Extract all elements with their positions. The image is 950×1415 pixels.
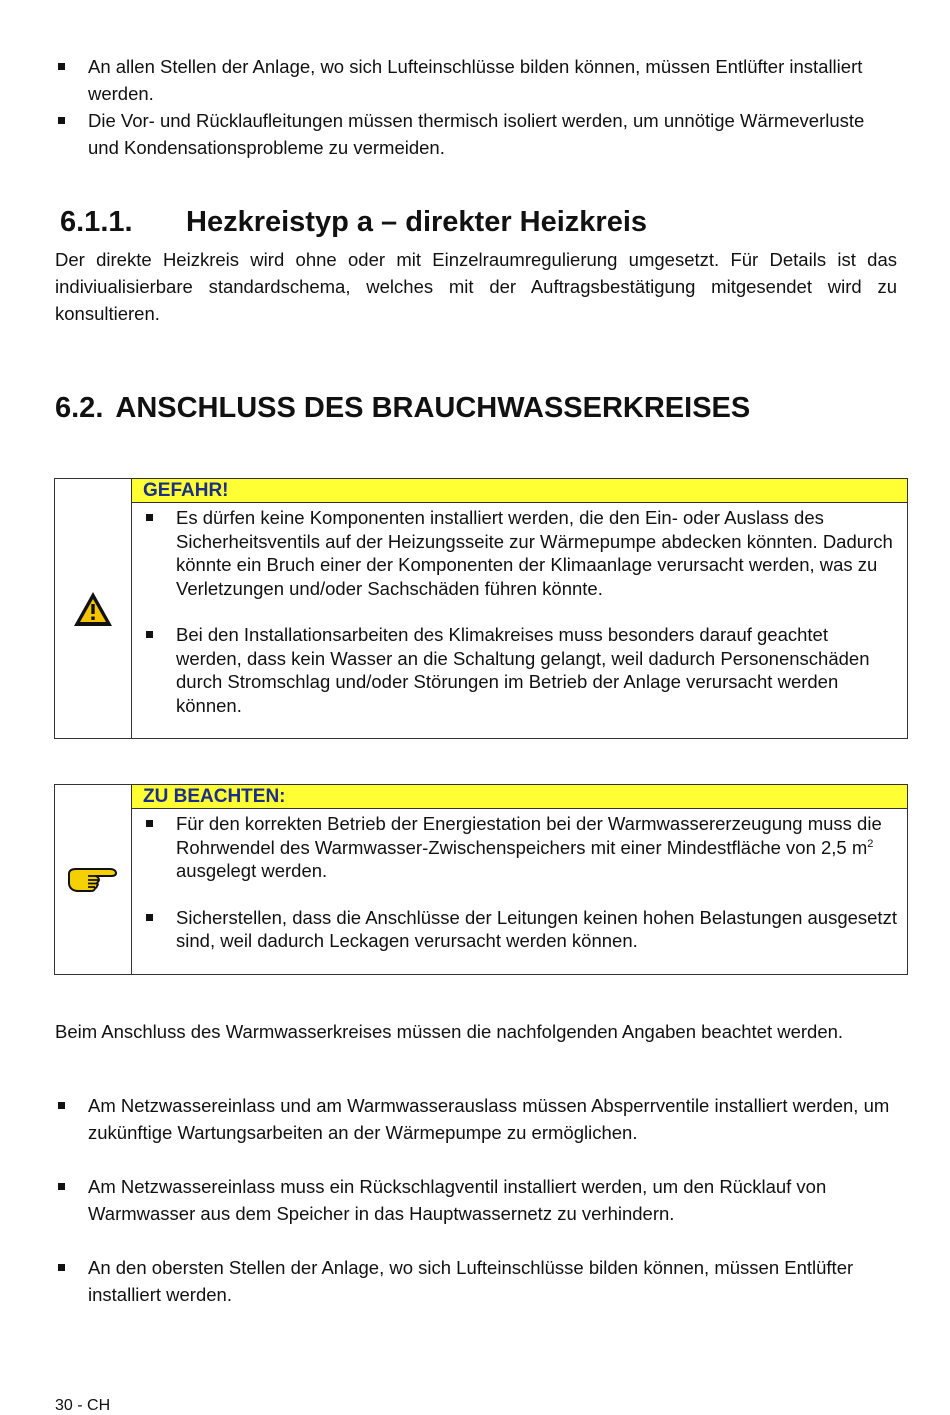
note-notice-box [54, 784, 908, 975]
warmwasser-paragraph: Beim Anschluss des Warmwasserkreises müssen die nachfolgenden Angaben beachtet werden. [55, 1021, 844, 1042]
section-611-paragraph: Der direkte Heizkreis wird ohne oder mit Einzelraumregulierung umgesetzt. Für Details ist das indiviualisierbare standardschema, welches mit der Auftragsbestätigung mitgesendet wird zu konsultieren. [55, 249, 897, 324]
list-item: Die Vor- und Rücklaufleitungen müssen thermisch isoliert werden, um unnötige Wärmeverluste und Kondensationsprobleme zu vermeiden. [55, 107, 875, 161]
danger-notice-box [54, 478, 908, 739]
list-item: Für den korrekten Betrieb der Energiestation bei der Warmwassererzeugung muss die Rohrwendel des Warmwasser-Zwischenspeichers mit einer Mindestfläche von 2,5 $m^2$ ausgelegt werden. [143, 812, 897, 883]
pointing-hand-icon [66, 865, 120, 895]
note-list [132, 809, 907, 953]
intro-bullet-list [55, 53, 875, 161]
warning-triangle-icon [72, 590, 114, 628]
list-item: Es dürfen keine Komponenten installiert werden, die den Ein- oder Auslass des Sicherheitsventils auf der Heizungsseite zur Wärmepumpe abdecken könnten. Dadurch könnte ein Bruch einer der Komponenten der Klimaanlage verursacht werden, was zu Verletzungen und/oder Sachschäden führen könnte. [143, 506, 897, 600]
section-title: Hezkreistyp a – direkter Heizkreis [186, 206, 648, 238]
section-62-heading [55, 392, 750, 425]
list-item: Bei den Installationsarbeiten des Klimakreises muss besonders darauf geachtet werden, dass kein Wasser an die Schaltung gelangt, weil dadurch Personenschäden durch Stromschlag und/oder Störungen im Betrieb der Anlage verursacht werden können. [143, 623, 897, 717]
superscript: 2 [867, 837, 874, 850]
danger-icon-cell [55, 479, 132, 738]
list-item: Am Netzwassereinlass und am Warmwasserauslass müssen Absperrventile installiert werden, um zukünftige Wartungsarbeiten an der Wärmepumpe zu ermöglichen. [55, 1092, 895, 1146]
section-number: 6.2. [55, 392, 104, 424]
section-number: 6.1.1. [60, 206, 133, 238]
danger-list [132, 503, 907, 717]
page-footer: 30 - CH [55, 1397, 111, 1414]
danger-heading: GEFAHR! [132, 479, 907, 503]
note-heading: ZU BEACHTEN: [132, 785, 907, 809]
list-item: Sicherstellen, dass die Anschlüsse der Leitungen keinen hohen Belastungen ausgesetzt sind, weil dadurch Leckagen verursacht werden können. [143, 906, 897, 953]
list-item: Am Netzwassereinlass muss ein Rückschlagventil installiert werden, um den Rücklauf von Warmwasser aus dem Speicher in das Hauptwassernetz zu verhindern. [55, 1173, 895, 1227]
list-item: An den obersten Stellen der Anlage, wo sich Lufteinschlüsse bilden können, müssen Entlüfter installiert werden. [55, 1254, 895, 1308]
section-title: ANSCHLUSS DES BRAUCHWASSERKREISES [115, 392, 751, 424]
bottom-bullet-list [55, 1092, 895, 1308]
section-611-heading [60, 206, 647, 239]
list-item: An allen Stellen der Anlage, wo sich Lufteinschlüsse bilden können, müssen Entlüfter installiert werden. [55, 53, 875, 107]
note-icon-cell [55, 785, 132, 974]
